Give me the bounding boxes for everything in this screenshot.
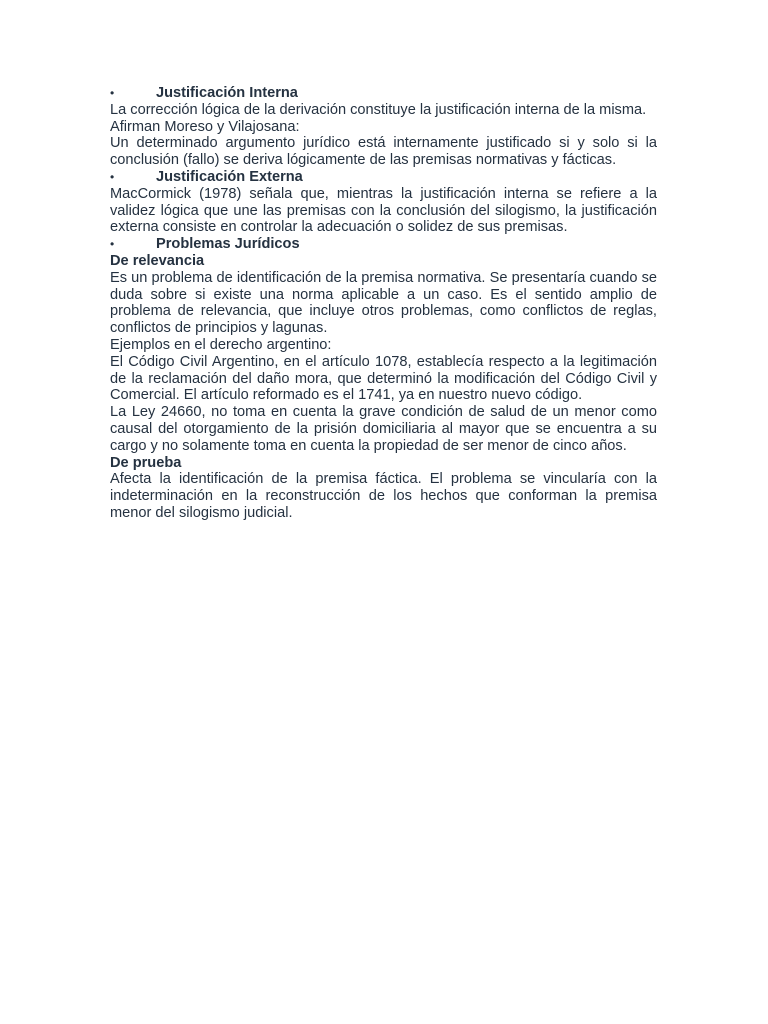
paragraph: Es un problema de identificación de la premisa normativa. Se presentaría cuando se duda sobre si existe una norma aplicable a un caso. Es el sentido amplio de problema de relevancia, que incluye otros problemas, como conflictos de reglas, conflictos de principios y lagunas. bbox=[110, 269, 657, 337]
bullet-justificacion-externa bbox=[110, 169, 657, 186]
paragraph: La corrección lógica de la derivación constituye la justificación interna de la misma. bbox=[110, 101, 647, 118]
bullet-dot-icon: • bbox=[110, 169, 115, 184]
paragraph: MacCormick (1978) señala que, mientras la justificación interna se refiere a la validez lógica que une las premisas con la conclusión del silogismo, la justificación externa consiste en controlar la adecuación o solidez de sus premisas. bbox=[110, 185, 657, 236]
paragraph: El Código Civil Argentino, en el artículo 1078, establecía respecto a la legitimación de la reclamación del daño mora, que determinó la modificación del Código Civil y Comercial. El artículo reformado es el 1741, ya en nuestro nuevo código. bbox=[110, 353, 657, 404]
paragraph: Ejemplos en el derecho argentino: bbox=[110, 336, 332, 353]
subheading-de-relevancia: De relevancia bbox=[110, 252, 205, 269]
heading-justificacion-interna: Justificación Interna bbox=[156, 85, 298, 101]
bullet-justificacion-interna bbox=[110, 85, 657, 102]
bullet-dot-icon: • bbox=[110, 237, 115, 252]
paragraph: Afecta la identificación de la premisa fáctica. El problema se vincularía con la indeterminación en la reconstrucción de los hechos que conforman la premisa menor del silogismo judicial. bbox=[110, 471, 657, 521]
paragraph: Un determinado argumento jurídico está internamente justificado si y solo si la conclusión (fallo) se deriva lógicamente de las premisas normativas y fácticas. bbox=[110, 135, 657, 169]
heading-justificacion-externa: Justificación Externa bbox=[156, 168, 303, 185]
subheading-de-prueba: De prueba bbox=[110, 454, 182, 471]
bullet-problemas-juridicos bbox=[110, 236, 657, 253]
paragraph: La Ley 24660, no toma en cuenta la grave condición de salud de un menor como causal del otorgamiento de la prisión domiciliaria al mayor que se encuentra a su cargo y no solamente toma en cuenta la propiedad de ser menor de cinco años. bbox=[110, 404, 657, 454]
heading-problemas-juridicos: Problemas Jurídicos bbox=[156, 236, 300, 253]
bullet-dot-icon: • bbox=[110, 86, 115, 100]
paragraph: Afirman Moreso y Vilajosana: bbox=[110, 118, 300, 135]
document-body bbox=[110, 85, 657, 522]
